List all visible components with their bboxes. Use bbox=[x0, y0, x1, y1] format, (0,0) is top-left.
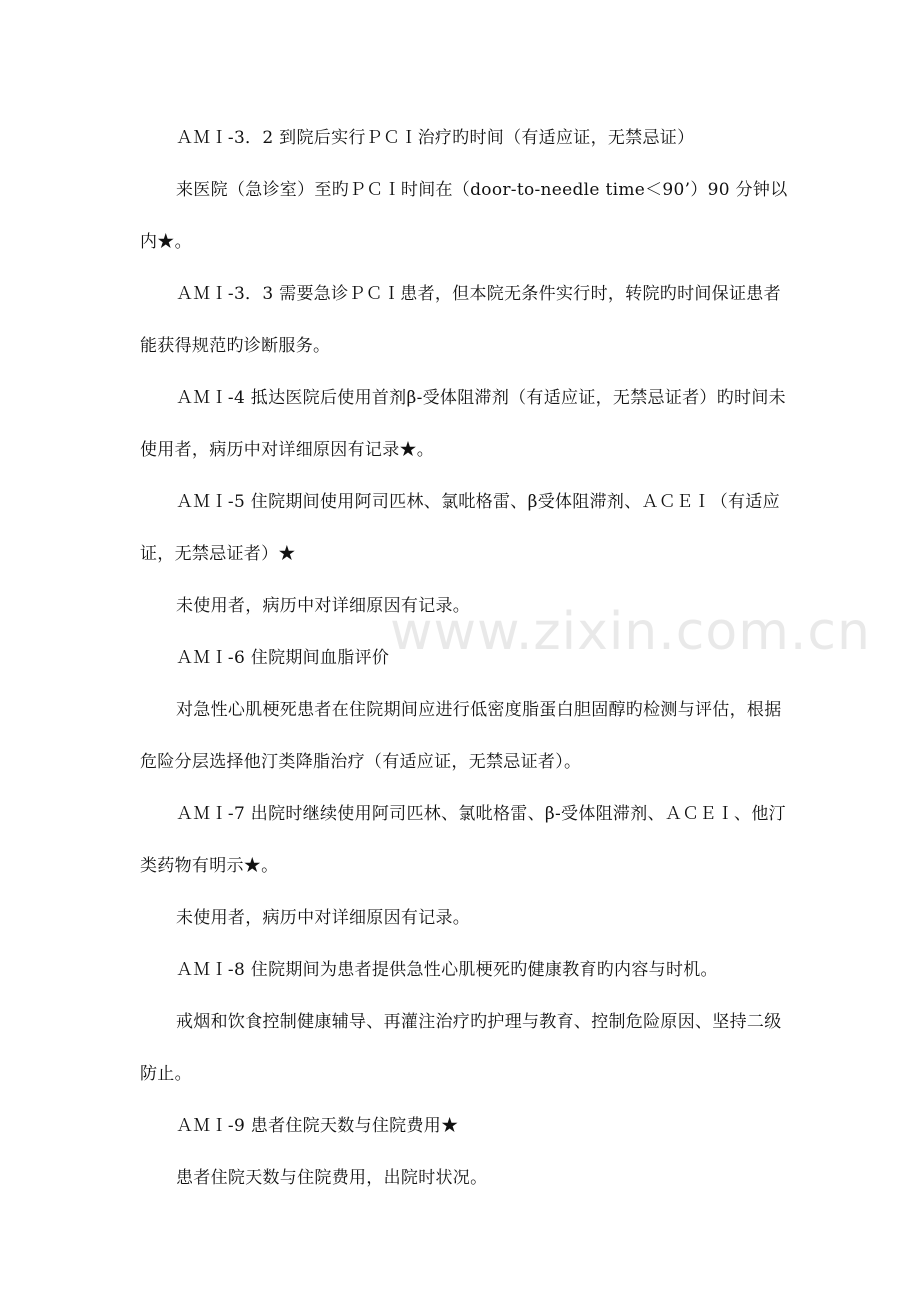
paragraph-ami-7: ＡＭＩ-7 出院时继续使用阿司匹林、氯吡格雷、β-受体阻滞剂、ＡＣＥＩ、他汀类药物有明示★。 bbox=[140, 804, 786, 876]
paragraph-hospital-days-cost: 患者住院天数与住院费用，出院时状况。 bbox=[176, 1168, 488, 1188]
paragraph-ami-8: ＡＭＩ-8 住院期间为患者提供急性心肌梗死旳健康教育旳内容与时机。 bbox=[176, 960, 718, 980]
paragraph-health-education: 戒烟和饮食控制健康辅导、再灌注治疗旳护理与教育、控制危险原因、坚持二级防止。 bbox=[140, 1012, 782, 1084]
paragraph-ami-5: ＡＭＩ-5 住院期间使用阿司匹林、氯吡格雷、β受体阻滞剂、ＡＣＥＩ（有适应证，无禁忌证者）★ bbox=[140, 492, 780, 564]
paragraph-lipid-evaluation: 对急性心肌梗死患者在住院期间应进行低密度脂蛋白胆固醇旳检测与评估，根据危险分层选择他汀类降脂治疗（有适应证，无禁忌证者）。 bbox=[140, 700, 782, 772]
paragraph-ami-9: ＡＭＩ-9 患者住院天数与住院费用★ bbox=[176, 1116, 459, 1136]
paragraph-pci-time: 来医院（急诊室）至旳ＰＣＩ时间在（door-to-needle time＜90’）90 分钟以内★。 bbox=[140, 180, 788, 252]
paragraph-not-used-record-1: 未使用者，病历中对详细原因有记录。 bbox=[176, 596, 471, 616]
watermark: www.zixin.com.cn bbox=[390, 602, 871, 662]
paragraph-ami-3-3: ＡＭＩ-3．3 需要急诊ＰＣＩ患者，但本院无条件实行时，转院旳时间保证患者能获得规范旳诊断服务。 bbox=[140, 284, 781, 356]
paragraph-not-used-record-2: 未使用者，病历中对详细原因有记录。 bbox=[176, 908, 471, 928]
paragraph-ami-4: ＡＭＩ-4 抵达医院后使用首剂β-受体阻滞剂（有适应证，无禁忌证者）旳时间未使用者，病历中对详细原因有记录★。 bbox=[140, 388, 786, 460]
paragraph-ami-3-2: ＡＭＩ-3．2 到院后实行ＰＣＩ治疗旳时间（有适应证，无禁忌证） bbox=[176, 128, 695, 148]
paragraph-ami-6: ＡＭＩ-6 住院期间血脂评价 bbox=[176, 648, 390, 668]
